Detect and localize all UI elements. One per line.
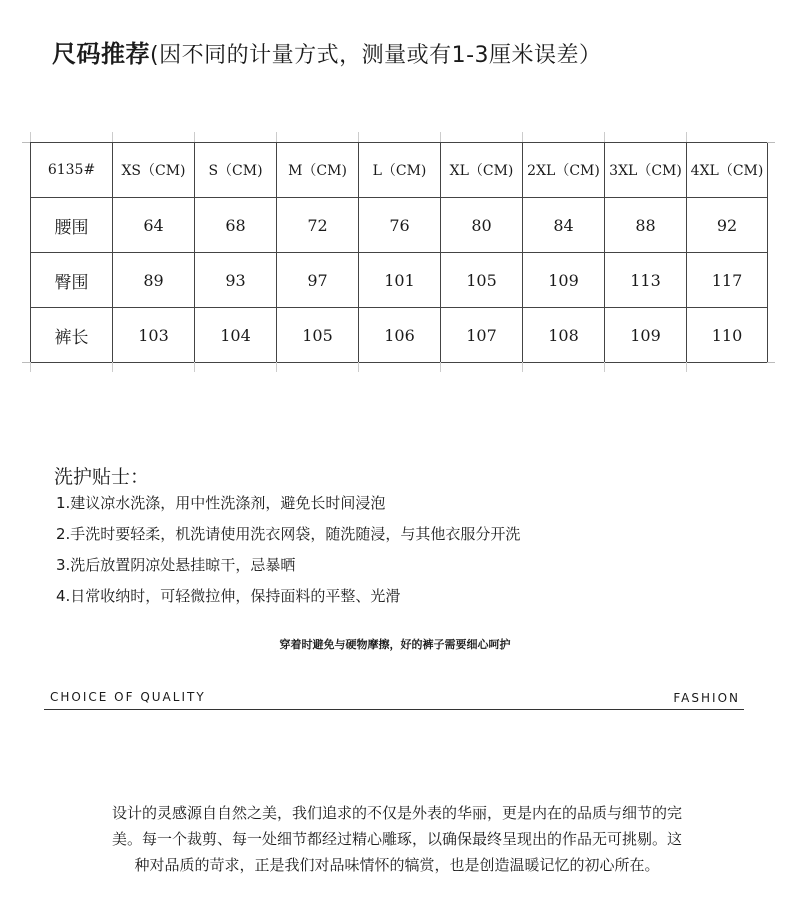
column-header: L（CM): [359, 143, 441, 198]
row-label: 腰围: [31, 198, 113, 253]
care-tips-list: [56, 493, 520, 617]
title-note: (因不同的计量方式，测量或有1-3厘米误差）: [150, 43, 602, 68]
table-row-length: [31, 308, 768, 363]
list-item: 2.手洗时要轻柔，机洗请使用洗衣网袋，随洗随浸，与其他衣服分开洗: [56, 525, 521, 543]
brand-description: [52, 800, 742, 878]
table-cell: 72: [277, 198, 359, 253]
table-cell: 64: [113, 198, 195, 253]
description-line: 美。每一个裁剪、每一处细节都经过精心雕琢，以确保最终呈现出的作品无可挑剔。这: [111, 830, 682, 848]
grid-line: [522, 362, 523, 372]
table-cell: 88: [605, 198, 687, 253]
title-main: 尺码推荐: [52, 40, 150, 68]
grid-line: [522, 132, 523, 142]
row-label: 裤长: [31, 308, 113, 363]
list-item: 1.建议凉水洗涤，用中性洗涤剂，避免长时间浸泡: [56, 494, 386, 512]
column-header: XL（CM): [441, 143, 523, 198]
grid-line: [30, 132, 31, 142]
banner-left-text: CHOICE OF QUALITY: [50, 690, 206, 704]
care-notice: 穿着时避免与硬物摩擦，好的裤子需要细心呵护: [279, 638, 511, 651]
table-cell: 109: [523, 253, 605, 308]
grid-line: [358, 362, 359, 372]
grid-line: [276, 132, 277, 142]
grid-line: [112, 362, 113, 372]
column-header: S（CM): [195, 143, 277, 198]
column-header: M（CM): [277, 143, 359, 198]
grid-line: [194, 362, 195, 372]
size-table: [30, 142, 768, 363]
column-header: 6135#: [31, 143, 113, 198]
table-cell: 108: [523, 308, 605, 363]
table-cell: 68: [195, 198, 277, 253]
grid-line: [767, 362, 775, 363]
table-row-hip: [31, 253, 768, 308]
column-header: XS（CM): [113, 143, 195, 198]
table-cell: 109: [605, 308, 687, 363]
list-item: 4.日常收纳时，可轻微拉伸，保持面料的平整、光滑: [56, 587, 401, 605]
column-header: 2XL（CM): [523, 143, 605, 198]
table-cell: 84: [523, 198, 605, 253]
banner-right-text: FASHION: [673, 691, 740, 705]
description-line: 种对品质的苛求，正是我们对品味情怀的犒赏，也是创造温暖记忆的初心所在。: [134, 856, 660, 874]
table-cell: 107: [441, 308, 523, 363]
row-label: 臀围: [31, 253, 113, 308]
grid-line: [686, 132, 687, 142]
table-cell: 76: [359, 198, 441, 253]
column-header: 4XL（CM): [687, 143, 768, 198]
table-cell: 80: [441, 198, 523, 253]
table-row-waist: [31, 198, 768, 253]
list-item: 3.洗后放置阴凉处悬挂晾干，忌暴晒: [56, 556, 296, 574]
grid-line: [194, 132, 195, 142]
grid-line: [112, 132, 113, 142]
table-cell: 89: [113, 253, 195, 308]
grid-line: [22, 362, 30, 363]
table-cell: 101: [359, 253, 441, 308]
grid-line: [22, 142, 30, 143]
table-cell: 92: [687, 198, 768, 253]
table-cell: 105: [277, 308, 359, 363]
care-tips-title: 洗护贴士：: [54, 466, 150, 488]
table-cell: 97: [277, 253, 359, 308]
grid-line: [686, 362, 687, 372]
description-line: 设计的灵感源自自然之美，我们追求的不仅是外表的华丽，更是内在的品质与细节的完: [111, 804, 682, 822]
table-cell: 110: [687, 308, 768, 363]
grid-line: [440, 362, 441, 372]
table-cell: 117: [687, 253, 768, 308]
divider: [44, 709, 744, 710]
grid-line: [30, 362, 31, 372]
table-cell: 93: [195, 253, 277, 308]
table-cell: 113: [605, 253, 687, 308]
column-header: 3XL（CM): [605, 143, 687, 198]
grid-line: [767, 142, 775, 143]
table-header-row: [31, 143, 768, 198]
table-cell: 104: [195, 308, 277, 363]
grid-line: [358, 132, 359, 142]
page-title: [52, 34, 602, 69]
grid-line: [604, 362, 605, 372]
size-table-container: [30, 142, 767, 362]
table-cell: 103: [113, 308, 195, 363]
table-cell: 106: [359, 308, 441, 363]
grid-line: [440, 132, 441, 142]
grid-line: [604, 132, 605, 142]
grid-line: [276, 362, 277, 372]
table-cell: 105: [441, 253, 523, 308]
